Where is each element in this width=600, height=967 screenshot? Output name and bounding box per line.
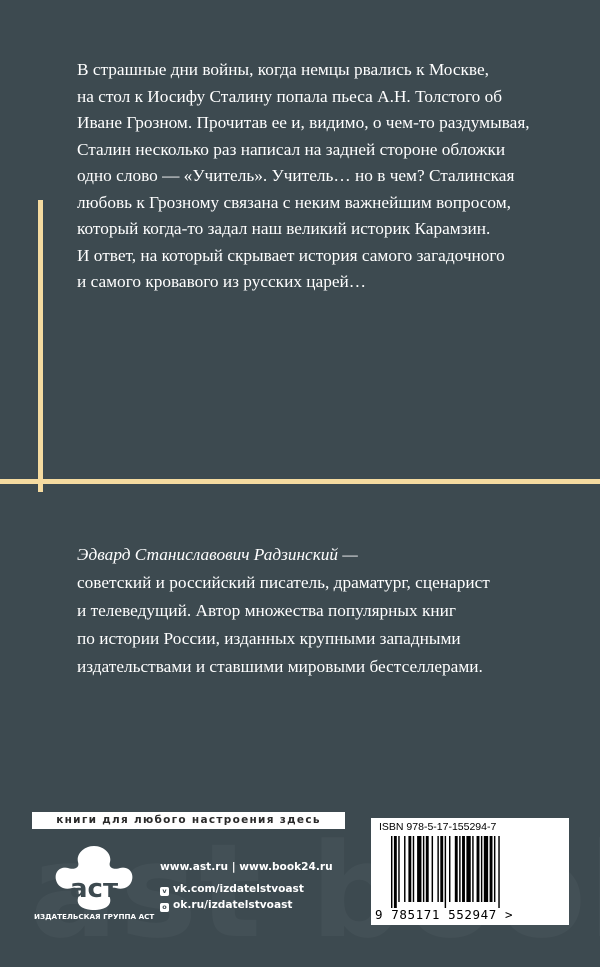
isbn-barcode (371, 818, 569, 925)
blurb-line: Сталин несколько раз написал на задней стороне обложки (77, 139, 506, 159)
ast-logo-icon (48, 840, 140, 910)
book-blurb (77, 57, 567, 296)
ok-link[interactable] (160, 897, 333, 913)
blurb-line: на стол к Иосифу Сталину попала пьеса А.Н. Толстого об (77, 86, 503, 106)
isbn-label: ISBN 978-5-17-155294-7 (379, 821, 497, 833)
publisher-links (160, 859, 333, 913)
author-bio-line: советский и российский писатель, драматург, сценарист (77, 573, 490, 592)
blurb-line: В страшные дни войны, когда немцы рвались к Москве, (77, 60, 489, 79)
publisher-logo (34, 840, 154, 930)
barcode-bars (391, 836, 541, 908)
decorative-horizontal-line (0, 479, 600, 484)
svg-text:аст: аст (69, 874, 119, 904)
barcode-digits: 9 785171 552947 > (375, 907, 514, 922)
blurb-line: любовь к Грозному связана с неким важнейшим вопросом, (77, 192, 512, 212)
vk-link-text: vk.com/izdatelstvoast (173, 883, 304, 895)
blurb-line: И ответ, на который скрывает история самого загадочного (77, 245, 505, 265)
ok-link-text: ok.ru/izdatelstvoast (173, 899, 293, 911)
publisher-caption: ИЗДАТЕЛЬСКАЯ ГРУППА АСТ (34, 912, 155, 921)
author-bio-line: по истории России, изданных крупными западными (77, 629, 461, 648)
vk-icon: v (160, 887, 169, 896)
vk-link[interactable] (160, 881, 333, 897)
publisher-slogan: книги для любого настроения здесь (32, 812, 345, 829)
websites-link[interactable]: www.ast.ru | www.book24.ru (160, 861, 333, 873)
blurb-line: Иване Грозном. Прочитав ее и, видимо, о чем-то раздумывая, (77, 113, 530, 132)
author-bio-line: издательствами и ставшими мировыми бестселлерами. (77, 657, 483, 676)
ok-icon: o (160, 903, 169, 912)
blurb-line: и самого кровавого из русских царей… (77, 272, 367, 291)
author-bio (77, 541, 567, 681)
decorative-vertical-line (38, 200, 43, 492)
blurb-line: одно слово — «Учитель». Учитель… но в чем? Сталинская (77, 166, 515, 185)
blurb-line: который когда-то задал наш великий историк Карамзин. (77, 219, 491, 238)
author-name: Эдвард Станиславович Радзинский — (77, 545, 358, 564)
author-bio-line: и телеведущий. Автор множества популярных книг (77, 601, 456, 620)
